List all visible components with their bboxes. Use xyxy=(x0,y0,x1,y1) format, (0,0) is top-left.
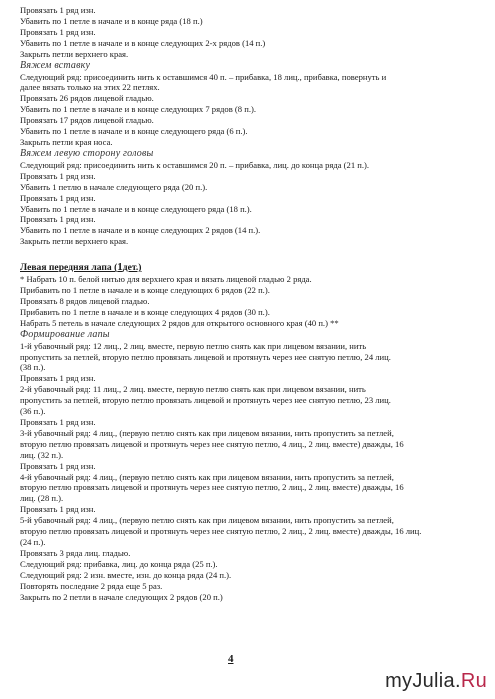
text-line: вторую петлю провязать лицевой и протянуть через нее снятую петлю, 2 лиц., 2 лиц. вместе) дважды, 16 лиц. xyxy=(20,526,422,537)
text-line: Провязать 1 ряд изн. xyxy=(20,373,96,384)
text-line: 2-й убавочный ряд: 11 лиц., 2 лиц. вместе, первую петлю снять как при лицевом вязании, нить xyxy=(20,384,366,395)
text-line: Прибавить по 1 петле в начале и в конце следующих 6 рядов (22 п.). xyxy=(20,285,270,296)
text-line: вторую петлю провязать лицевой и протянуть через нее снятую петлю, 2 лиц., 2 лиц. вместе) дважды, 16 xyxy=(20,482,404,493)
text-line: пропустить за петлей, вторую петлю провязать лицевой и протянуть через нее снятую петлю, 23 лиц. xyxy=(20,395,391,406)
text-line: лиц. (32 п.). xyxy=(20,449,64,460)
text-line: Убавить по 1 петле в начале и в конце следующих 2 рядов (14 п.). xyxy=(20,225,261,236)
heading-left-head: Вяжем левую сторону головы xyxy=(20,147,154,159)
text-line: Убавить по 1 петле в начале и в конце следующих 2-х рядов (14 п.) xyxy=(20,37,266,48)
text-line: 3-й убавочный ряд: 4 лиц., (первую петлю снять как при лицевом вязании, нить пропустить за петлей, xyxy=(20,427,394,438)
text-line: Закрыть петли края носа. xyxy=(20,136,113,147)
title-num: 1 xyxy=(117,261,123,274)
page-number: 4 xyxy=(228,653,234,665)
text-line: Провязать 8 рядов лицевой гладью. xyxy=(20,295,150,306)
text-line: Закрыть по 2 петли в начале следующих 2 рядов (20 п.) xyxy=(20,591,223,602)
heading-paw-shaping: Формирование лапы xyxy=(20,328,110,340)
text-line: Провязать 1 ряд изн. xyxy=(20,214,96,225)
title-tail: дет.) xyxy=(122,262,142,274)
text-line: пропустить за петлей, вторую петлю провязать лицевой и протянуть через нее снятую петлю, 24 лиц. xyxy=(20,351,391,362)
document-page xyxy=(20,5,475,602)
text-line: Набрать 5 петель в начале следующих 2 рядов для открытого основного края (40 п.) ** xyxy=(20,317,339,328)
text-line: Повторять последние 2 ряда еще 5 раз. xyxy=(20,580,163,591)
text-line: Провязать 1 ряд изн. xyxy=(20,26,96,37)
text-line: Следующий ряд: прибавка, лиц. до конца ряда (25 п.). xyxy=(20,558,218,569)
heading-insert: Вяжем вставку xyxy=(20,59,91,71)
text-line: (38 п.). xyxy=(20,362,46,373)
text-line: Следующий ряд: присоединить нить к оставшимся 20 п. – прибавка, лиц. до конца ряда (21 п.). xyxy=(20,159,370,170)
text-line: Закрыть петли верхнего края. xyxy=(20,236,129,247)
text-line: Прибавить по 1 петле в начале и в конце следующих 4 рядов (30 п.). xyxy=(20,306,270,317)
section-head-end xyxy=(20,5,475,60)
watermark-tld: Ru xyxy=(460,670,487,692)
text-line: Убавить по 1 петле в начале и в конце следующего ряда (18 п.). xyxy=(20,203,252,214)
title-text: Левая передняя лапа ( xyxy=(20,262,118,274)
text-line: * Набрать 10 п. белой нитью для верхнего края и вязать лицевой гладью 2 ряда. xyxy=(20,274,312,285)
text-line: Закрыть петли верхнего края. xyxy=(20,48,129,59)
text-line: (36 п.). xyxy=(20,406,46,417)
text-line: Убавить по 1 петле в начале и в конце следующих 7 рядов (8 п.). xyxy=(20,104,256,115)
text-line: Провязать 1 ряд изн. xyxy=(20,417,96,427)
text-line: Провязать 1 ряд изн. xyxy=(20,170,96,181)
text-line: 5-й убавочный ряд: 4 лиц., (первую петлю снять как при лицевом вязании, нить пропустить за петлей, xyxy=(20,515,394,526)
text-line: вторую петлю провязать лицевой и протянуть через нее снятую петлю, 4 лиц., 2 лиц. вместе) дважды, 16 xyxy=(20,438,404,449)
text-line: (24 п.). xyxy=(20,536,46,547)
text-line: Провязать 1 ряд изн. xyxy=(20,192,96,203)
section-paw-shaping xyxy=(20,341,475,603)
section-left-head xyxy=(20,160,475,247)
text-line: Провязать 1 ряд изн. xyxy=(20,460,96,471)
text-line: Провязать 26 рядов лицевой гладью. xyxy=(20,93,154,104)
text-line: Убавить 1 петлю в начале следующего ряда (20 п.). xyxy=(20,181,208,192)
text-line: Провязать 1 ряд изн. xyxy=(20,504,96,515)
section-paw-cast-on xyxy=(20,274,475,329)
section-insert xyxy=(20,72,475,148)
text-line: далее вязать только на этих 22 петлях. xyxy=(20,82,160,93)
text-line: Провязать 3 ряда лиц. гладью. xyxy=(20,547,131,558)
text-line: Провязать 17 рядов лицевой гладью. xyxy=(20,115,154,126)
text-line: лиц. (28 п.). xyxy=(20,493,64,504)
section-title-left-paw xyxy=(20,261,475,274)
watermark-main: myJulia. xyxy=(385,670,461,692)
text-line: Следующий ряд: присоединить нить к оставшимся 40 п. – прибавка, 18 лиц., прибавка, повернуть и xyxy=(20,71,387,82)
text-line: 4-й убавочный ряд: 4 лиц., (первую петлю снять как при лицевом вязании, нить пропустить за петлей, xyxy=(20,471,394,482)
text-line: Следующий ряд: 2 изн. вместе, изн. до конца ряда (24 п.). xyxy=(20,569,232,580)
text-line: Убавить по 1 петле в начале и в конце ряда (18 п.) xyxy=(20,15,203,26)
text-line: Провязать 1 ряд изн. xyxy=(20,5,96,15)
text-line: 1-й убавочный ряд: 12 лиц., 2 лиц. вместе, первую петлю снять как при лицевом вязании, нить xyxy=(20,340,367,351)
site-watermark xyxy=(385,670,487,693)
text-line: Убавить по 1 петле в начале и в конце следующего ряда (6 п.). xyxy=(20,126,248,137)
